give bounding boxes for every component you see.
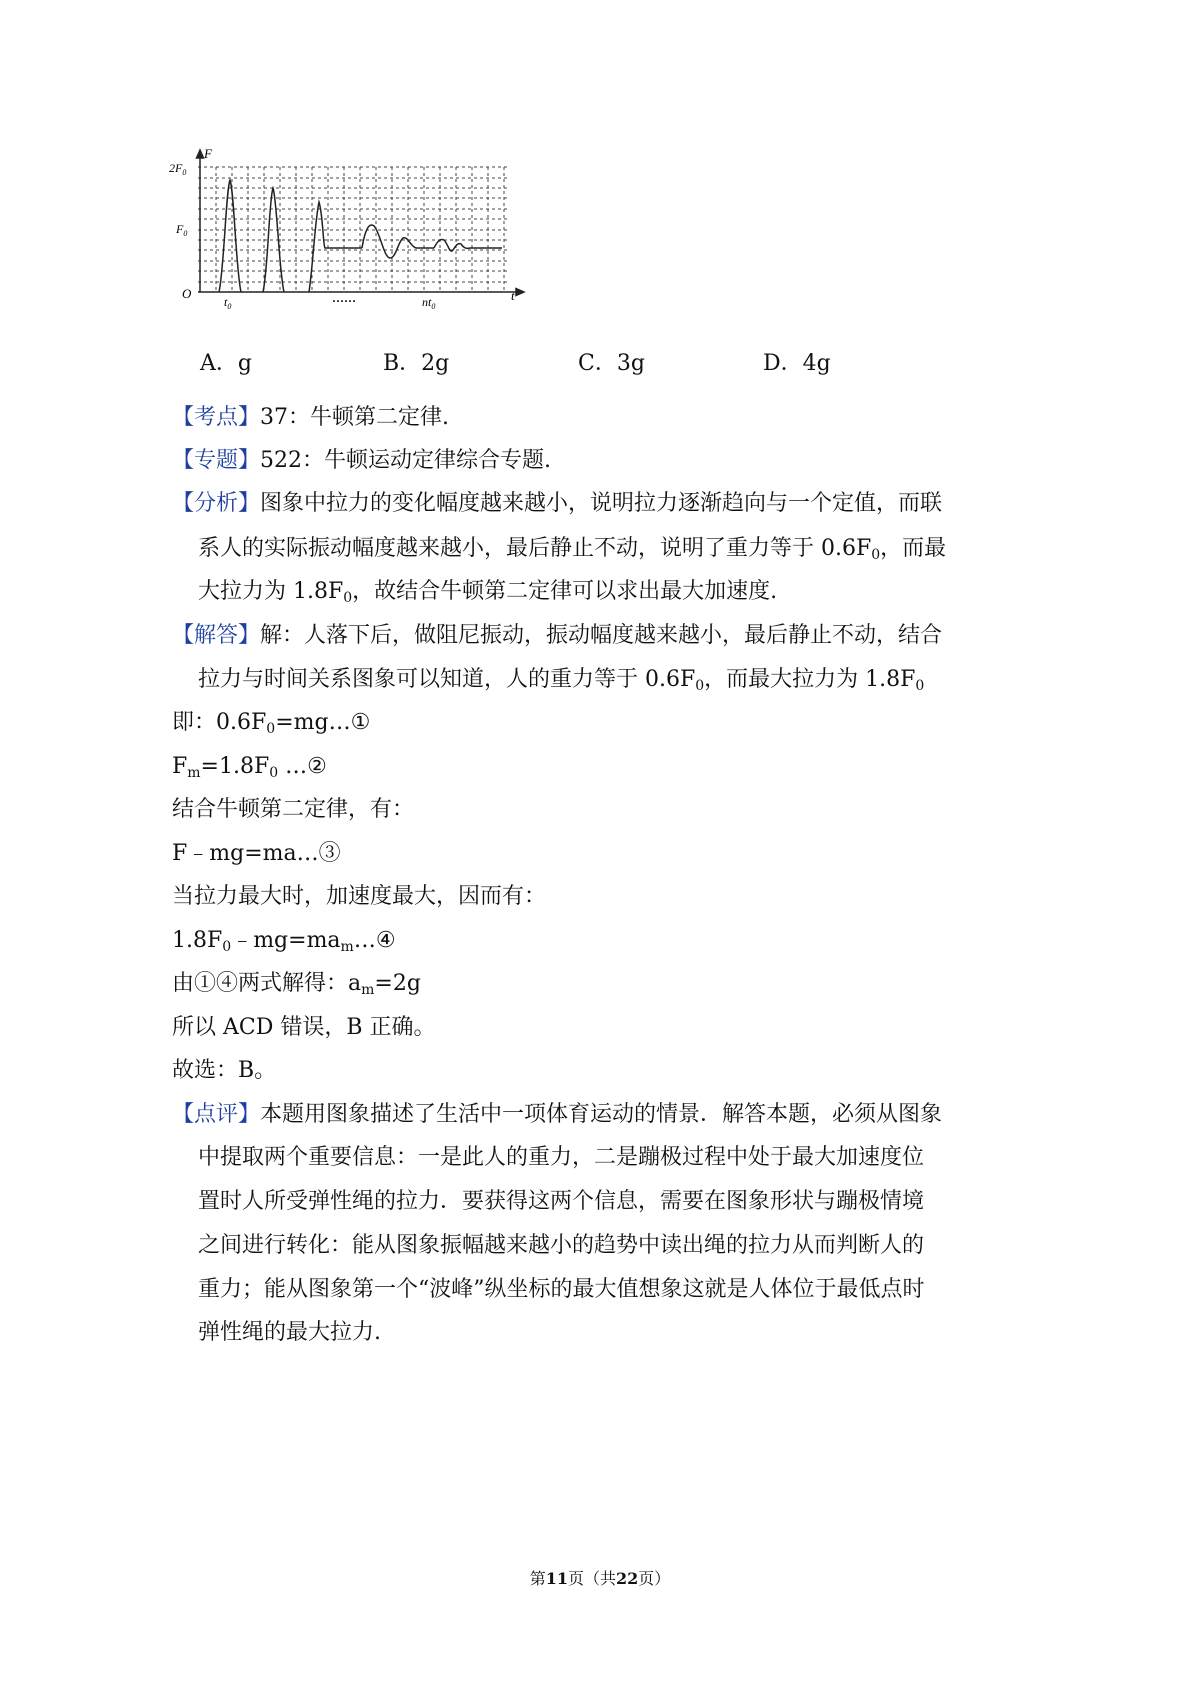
fenxi-text-2a: 系人的实际振动幅度越来越小，最后静止不动，说明了重力等于 0.6F — [198, 536, 872, 561]
fenxi-line-2 — [198, 534, 946, 570]
choice-c-text: 3g — [616, 351, 645, 376]
footer-page-number: 11 — [545, 1569, 568, 1588]
jieda-text-1: 解：人落下后，做阻尼振动，振动幅度越来越小，最后静止不动，结合 — [260, 623, 943, 648]
step-8 — [172, 1013, 436, 1043]
choice-c — [578, 346, 645, 377]
choice-a-letter: A． — [200, 351, 238, 376]
choices — [0, 346, 1200, 386]
step-9 — [172, 1056, 276, 1086]
jieda-line-1 — [172, 621, 942, 651]
step-7-sub: m — [361, 982, 375, 998]
choice-d-text: 4g — [802, 351, 831, 376]
choice-b-text: 2g — [421, 351, 450, 376]
dianping-text-4: 之间进行转化：能从图象振幅越来越小的趋势中读出绳的拉力从而判断人的 — [198, 1233, 925, 1258]
dianping-text-6: 弹性绳的最大拉力. — [198, 1320, 381, 1345]
y-axis-arrow — [197, 150, 204, 158]
dianping-tag: 【点评】 — [172, 1102, 261, 1127]
jieda-sub-2: 0 — [695, 678, 705, 694]
kaodian-text: 37：牛顿第二定律. — [260, 405, 450, 430]
step-8-text: 所以 ACD 错误，B 正确。 — [172, 1015, 436, 1040]
jieda-sub-2b: 0 — [915, 678, 925, 694]
footer-pre: 第 — [529, 1569, 546, 1588]
dianping-line-3 — [198, 1187, 924, 1217]
step-5-text: 当拉力最大时，加速度最大，因而有： — [172, 884, 547, 909]
force-time-graph — [169, 146, 592, 340]
choice-a — [200, 346, 252, 377]
step-2a: F — [172, 754, 188, 779]
jieda-text-2b: ，而最大拉力为 1.8F — [704, 667, 916, 692]
page-footer — [0, 1566, 1200, 1589]
step-2-sub2: 0 — [269, 765, 279, 781]
zhuanti-text: 522：牛顿运动定律综合专题. — [260, 448, 552, 473]
step-1a: 即：0.6F — [172, 710, 267, 735]
kaodian-tag: 【考点】 — [172, 405, 261, 430]
step-3-text: 结合牛顿第二定律，有： — [172, 797, 415, 822]
step-1-sub: 0 — [266, 721, 276, 737]
step-6-sub2: m — [340, 939, 354, 955]
choice-a-text: g — [237, 351, 252, 376]
fenxi-tag: 【分析】 — [172, 491, 261, 516]
fenxi-text-3b: ，故结合牛顿第二定律可以求出最大加速度. — [352, 579, 778, 604]
zhuanti-line — [172, 446, 551, 476]
grid — [198, 167, 510, 292]
step-1b: =mg…① — [275, 710, 371, 735]
step-2b: =1.8F — [200, 754, 270, 779]
choice-b-letter: B． — [383, 351, 422, 376]
dianping-line-4 — [198, 1231, 924, 1261]
y-tick-2F0: $2F_0$ — [169, 161, 187, 177]
step-9-text: 故选：B。 — [172, 1058, 277, 1083]
step-5 — [172, 882, 546, 912]
fenxi-line-3 — [198, 577, 777, 613]
step-7b: =2g — [374, 971, 421, 996]
x-tick-t0: $t_0$ — [224, 295, 232, 311]
x-axis-label: t — [511, 288, 515, 303]
step-6-sub: 0 — [222, 939, 232, 955]
graph-svg — [169, 146, 592, 340]
fenxi-text-2b: ，而最 — [880, 536, 947, 561]
x-axis-arrow — [516, 289, 524, 296]
step-3 — [172, 795, 414, 825]
jieda-text-2a: 拉力与时间关系图象可以知道，人的重力等于 0.6F — [198, 667, 696, 692]
step-6c: …④ — [353, 928, 396, 953]
x-ellipsis: …… — [332, 291, 356, 305]
step-7a: 由①④两式解得：a — [172, 971, 362, 996]
dianping-text-2: 中提取两个重要信息：一是此人的重力，二是蹦极过程中处于最大加速度位 — [198, 1145, 925, 1170]
footer-total-pages: 22 — [616, 1569, 639, 1588]
fenxi-text-1: 图象中拉力的变化幅度越来越小，说明拉力逐渐趋向与一个定值，而联 — [260, 491, 943, 516]
step-6 — [172, 926, 396, 962]
jieda-tag: 【解答】 — [172, 623, 261, 648]
footer-post: 页） — [638, 1569, 671, 1588]
kaodian-line — [172, 403, 449, 433]
fenxi-text-3a: 大拉力为 1.8F — [198, 579, 344, 604]
step-4-text: F﹣mg=ma…③ — [172, 841, 341, 866]
fenxi-line-1 — [172, 489, 942, 519]
fenxi-sub-2: 0 — [871, 547, 881, 563]
dianping-line-1 — [172, 1100, 942, 1130]
y-axis-label: F — [204, 146, 212, 161]
footer-mid: 页（共 — [567, 1569, 616, 1588]
jieda-line-2 — [198, 665, 924, 701]
fenxi-sub-3: 0 — [343, 590, 353, 606]
zhuanti-tag: 【专题】 — [172, 448, 261, 473]
dianping-text-3: 置时人所受弹性绳的拉力．要获得这两个信息，需要在图象形状与蹦极情境 — [198, 1189, 925, 1214]
step-4 — [172, 839, 341, 869]
choice-d-letter: D． — [763, 351, 803, 376]
dianping-line-2 — [198, 1143, 924, 1173]
step-2-sub: m — [187, 765, 201, 781]
step-6b: ﹣mg=ma — [231, 928, 341, 953]
step-1 — [172, 708, 370, 744]
dianping-text-1: 本题用图象描述了生活中一项体育运动的情景．解答本题，必须从图象 — [260, 1102, 943, 1127]
step-2c: …② — [278, 754, 327, 779]
y-tick-F0: $F_0$ — [176, 222, 188, 238]
step-7 — [172, 969, 421, 1005]
dianping-line-6 — [198, 1318, 381, 1348]
choice-b — [383, 346, 449, 377]
step-2 — [172, 752, 327, 788]
choice-d — [763, 346, 831, 377]
dianping-line-5 — [198, 1275, 925, 1305]
dianping-text-5: 重力；能从图象第一个“波峰”纵坐标的最大值想象这就是人体位于最低点时 — [198, 1277, 925, 1302]
x-tick-nt0: $nt_0$ — [422, 295, 436, 311]
choice-c-letter: C． — [578, 351, 617, 376]
origin-label: O — [182, 286, 192, 301]
step-6a: 1.8F — [172, 928, 223, 953]
